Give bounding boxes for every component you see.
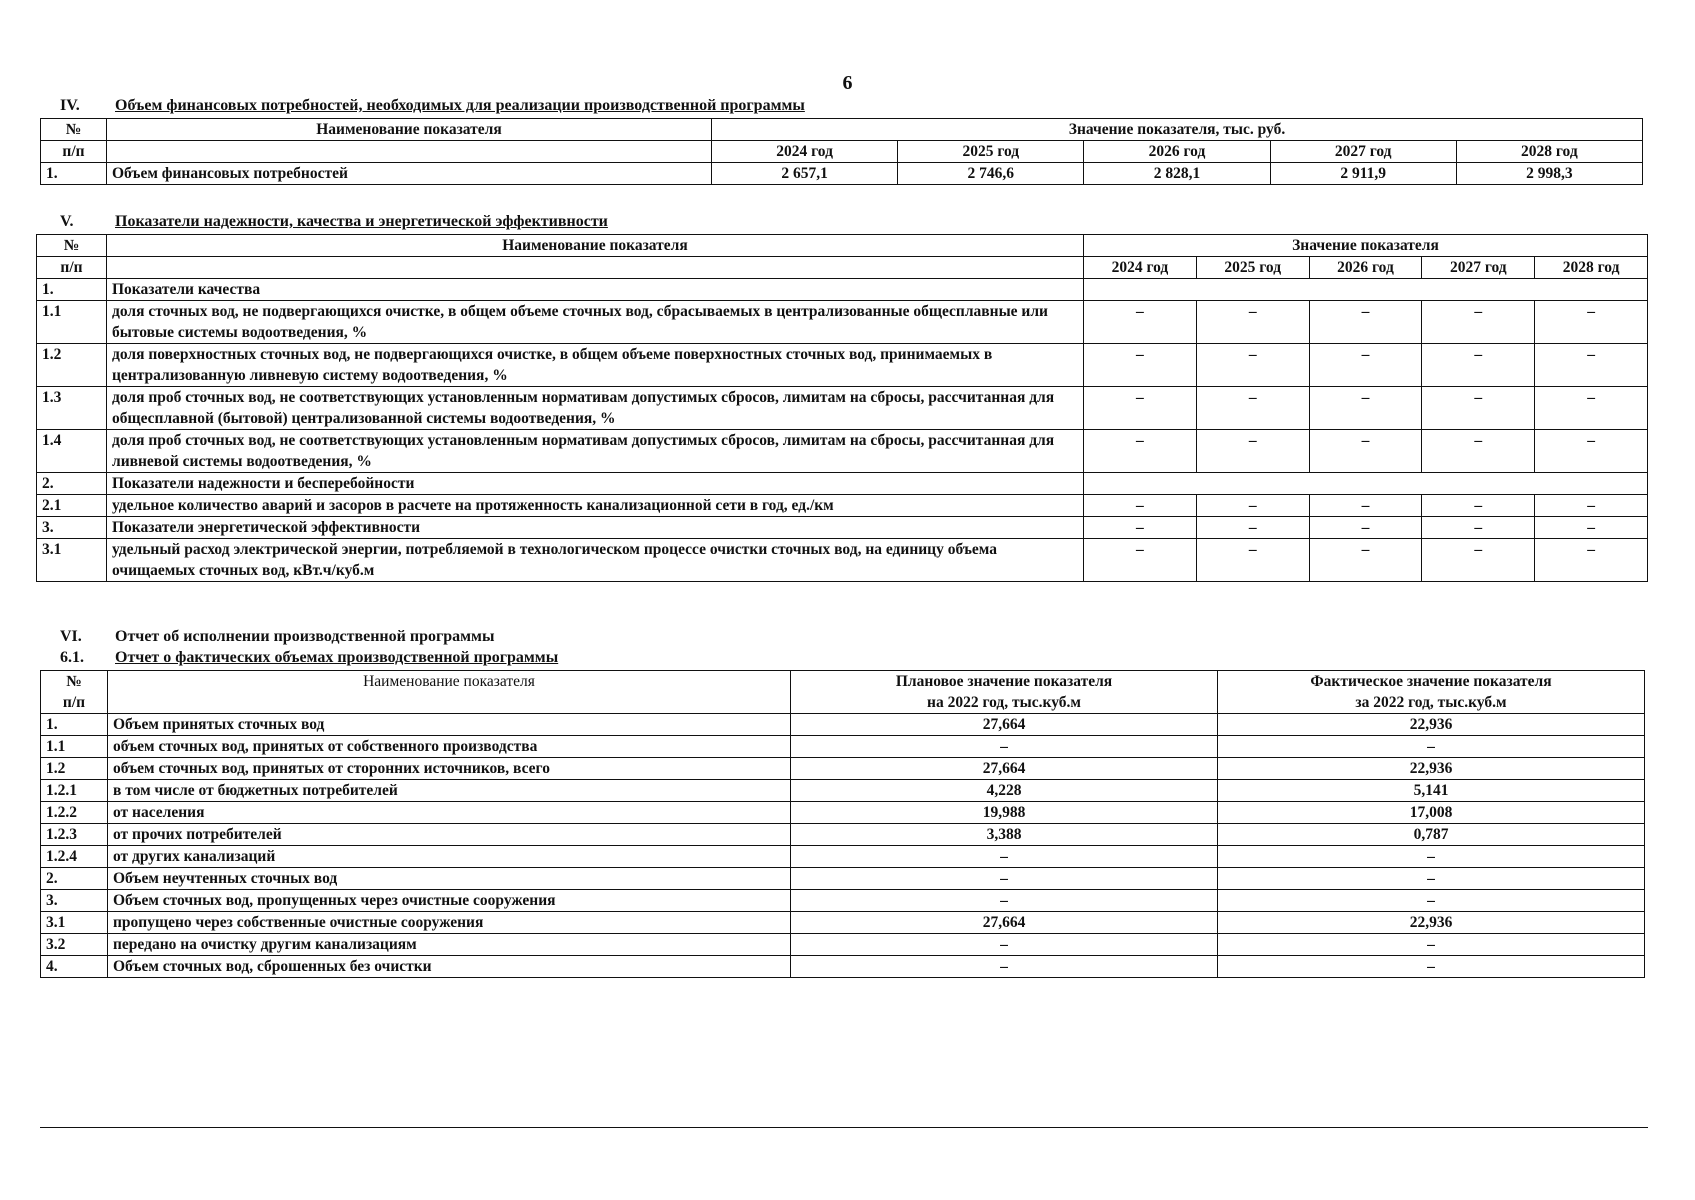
table-header-row <box>41 119 1643 141</box>
row-num: 2. <box>37 473 107 495</box>
row-num: 1.3 <box>37 387 107 430</box>
row-plan-value: 27,664 <box>791 714 1218 736</box>
row-value: – <box>1084 517 1197 539</box>
section-4-title <box>60 97 805 115</box>
row-value: – <box>1422 344 1535 387</box>
row-value: – <box>1196 539 1309 582</box>
financial-needs-table <box>40 118 1643 185</box>
header-name: Наименование показателя <box>107 119 712 141</box>
group-row <box>37 279 1648 301</box>
header-spacer <box>107 141 712 163</box>
row-fact-value: – <box>1218 956 1645 978</box>
row-num: 2. <box>41 868 108 890</box>
row-plan-value: 27,664 <box>791 758 1218 780</box>
table-row <box>41 934 1645 956</box>
row-name: объем сточных вод, принятых от собственного производства <box>108 736 791 758</box>
row-num: 3. <box>37 517 107 539</box>
section-5-title <box>60 213 608 231</box>
table-row <box>37 387 1648 430</box>
row-value: – <box>1309 517 1422 539</box>
row-num: 1. <box>41 163 107 185</box>
header-fact-line-1: Фактическое значение показателя <box>1310 673 1552 690</box>
row-plan-value: 19,988 <box>791 802 1218 824</box>
row-value: – <box>1084 387 1197 430</box>
year-header: 2025 год <box>898 141 1084 163</box>
row-value: – <box>1422 539 1535 582</box>
row-value: – <box>1309 344 1422 387</box>
section-5-heading: Показатели надежности, качества и энергетической эффективности <box>115 213 608 230</box>
section-6-heading: Отчет об исполнении производственной программы <box>115 628 495 645</box>
year-header: 2028 год <box>1456 141 1642 163</box>
section-6-title <box>60 628 494 646</box>
row-fact-value: 22,936 <box>1218 912 1645 934</box>
row-name: передано на очистку другим канализациям <box>108 934 791 956</box>
row-name: от населения <box>108 802 791 824</box>
row-num: 1.2.3 <box>41 824 108 846</box>
table-row <box>37 430 1648 473</box>
table-row <box>41 163 1643 185</box>
row-value: – <box>1422 517 1535 539</box>
row-value: – <box>1422 430 1535 473</box>
row-value: – <box>1196 517 1309 539</box>
header-num: № <box>37 235 107 257</box>
row-num: 1.2 <box>41 758 108 780</box>
table-row <box>41 780 1645 802</box>
header-fact <box>1218 671 1645 714</box>
group-row-spacer <box>1084 279 1648 301</box>
row-num: 1. <box>41 714 108 736</box>
table-row <box>41 824 1645 846</box>
row-value: – <box>1196 495 1309 517</box>
year-header: 2026 год <box>1309 257 1422 279</box>
row-value: – <box>1535 344 1648 387</box>
reliability-quality-table <box>36 234 1648 582</box>
row-value: – <box>1535 387 1648 430</box>
row-name: Объем сточных вод, сброшенных без очистки <box>108 956 791 978</box>
page-number: 6 <box>842 72 853 94</box>
row-fact-value: 22,936 <box>1218 758 1645 780</box>
section-6-number: VI. <box>60 628 82 645</box>
row-fact-value: – <box>1218 934 1645 956</box>
row-num: 3. <box>41 890 108 912</box>
row-num: 3.1 <box>41 912 108 934</box>
row-name: Показатели энергетической эффективности <box>107 517 1084 539</box>
year-header: 2024 год <box>712 141 898 163</box>
actual-volumes-table-body <box>41 714 1645 978</box>
row-value: – <box>1084 301 1197 344</box>
actual-volumes-table <box>40 670 1645 978</box>
row-plan-value: 3,388 <box>791 824 1218 846</box>
header-name: Наименование показателя <box>107 235 1084 257</box>
table-row <box>41 714 1645 736</box>
row-value: – <box>1196 387 1309 430</box>
table-header-row <box>41 671 1645 714</box>
row-name: доля поверхностных сточных вод, не подвергающихся очистке, в общем объеме поверхностных сточных вод, принимаемых в централизованную ливневую систему водоотведения, % <box>107 344 1084 387</box>
table-header-row <box>41 141 1643 163</box>
row-name: от других канализаций <box>108 846 791 868</box>
table-row <box>37 301 1648 344</box>
row-value: 2 998,3 <box>1456 163 1642 185</box>
table-row <box>41 846 1645 868</box>
table-row <box>37 495 1648 517</box>
header-name: Наименование показателя <box>108 671 791 714</box>
header-plan-line-2: на 2022 год, тыс.куб.м <box>927 694 1081 711</box>
row-num: 2.1 <box>37 495 107 517</box>
row-name: доля проб сточных вод, не соответствующих установленным нормативам допустимых сбросов, лимитам на сбросы, рассчитанная для общесплавной (бытовой) централизованной системы водоотведения, % <box>107 387 1084 430</box>
section-6-1-title <box>60 649 558 667</box>
row-fact-value: – <box>1218 868 1645 890</box>
row-name: в том числе от бюджетных потребителей <box>108 780 791 802</box>
row-value: 2 746,6 <box>898 163 1084 185</box>
header-plan <box>791 671 1218 714</box>
header-value: Значение показателя <box>1084 235 1648 257</box>
row-value: – <box>1422 495 1535 517</box>
table-header-row <box>37 235 1648 257</box>
row-value: – <box>1196 301 1309 344</box>
header-spacer <box>107 257 1084 279</box>
row-value: 2 657,1 <box>712 163 898 185</box>
row-value: 2 911,9 <box>1270 163 1456 185</box>
section-6-1-number: 6.1. <box>60 649 84 666</box>
row-fact-value: 5,141 <box>1218 780 1645 802</box>
row-num: 1. <box>37 279 107 301</box>
row-plan-value: – <box>791 846 1218 868</box>
row-num: 1.2 <box>37 344 107 387</box>
year-header: 2025 год <box>1196 257 1309 279</box>
section-5-number: V. <box>60 213 74 230</box>
row-plan-value: – <box>791 868 1218 890</box>
row-value: – <box>1309 495 1422 517</box>
row-name: пропущено через собственные очистные сооружения <box>108 912 791 934</box>
header-num: № <box>41 119 107 141</box>
row-value: – <box>1196 430 1309 473</box>
header-num-2: п/п <box>41 141 107 163</box>
row-plan-value: – <box>791 736 1218 758</box>
row-fact-value: 0,787 <box>1218 824 1645 846</box>
row-value: – <box>1084 344 1197 387</box>
header-num-line-1: № <box>66 673 82 690</box>
header-num <box>41 671 108 714</box>
row-fact-value: – <box>1218 736 1645 758</box>
row-name: Объем неучтенных сточных вод <box>108 868 791 890</box>
row-plan-value: 4,228 <box>791 780 1218 802</box>
row-name: Объем финансовых потребностей <box>107 163 712 185</box>
row-plan-value: – <box>791 934 1218 956</box>
row-value: – <box>1535 517 1648 539</box>
row-value: – <box>1084 539 1197 582</box>
row-fact-value: 22,936 <box>1218 714 1645 736</box>
row-value: – <box>1422 301 1535 344</box>
year-header: 2027 год <box>1422 257 1535 279</box>
row-value: – <box>1309 539 1422 582</box>
row-num: 1.1 <box>37 301 107 344</box>
row-name: Объем сточных вод, пропущенных через очистные сооружения <box>108 890 791 912</box>
row-num: 4. <box>41 956 108 978</box>
row-num: 3.1 <box>37 539 107 582</box>
table-row <box>37 344 1648 387</box>
row-fact-value: – <box>1218 846 1645 868</box>
footer-divider <box>40 1127 1648 1128</box>
row-fact-value: – <box>1218 890 1645 912</box>
row-value: – <box>1309 430 1422 473</box>
table-row <box>37 539 1648 582</box>
row-value: – <box>1535 539 1648 582</box>
row-num: 1.2.4 <box>41 846 108 868</box>
year-header: 2027 год <box>1270 141 1456 163</box>
table-row <box>41 758 1645 780</box>
table-row <box>41 802 1645 824</box>
row-value: – <box>1309 301 1422 344</box>
table-row <box>41 868 1645 890</box>
group-row-spacer <box>1084 473 1648 495</box>
year-header: 2028 год <box>1535 257 1648 279</box>
row-plan-value: – <box>791 890 1218 912</box>
row-num: 3.2 <box>41 934 108 956</box>
row-num: 1.4 <box>37 430 107 473</box>
header-fact-line-2: за 2022 год, тыс.куб.м <box>1355 694 1507 711</box>
row-name: от прочих потребителей <box>108 824 791 846</box>
header-value: Значение показателя, тыс. руб. <box>712 119 1643 141</box>
row-name: доля сточных вод, не подвергающихся очистке, в общем объеме сточных вод, сбрасываемых в централизованные общесплавные или бытовые системы водоотведения, % <box>107 301 1084 344</box>
row-num: 1.2.2 <box>41 802 108 824</box>
table-row <box>41 736 1645 758</box>
table-row <box>41 890 1645 912</box>
row-value: – <box>1535 495 1648 517</box>
row-name: объем сточных вод, принятых от сторонних источников, всего <box>108 758 791 780</box>
header-plan-line-1: Плановое значение показателя <box>895 673 1113 690</box>
row-name: удельный расход электрической энергии, потребляемой в технологическом процессе очистки сточных вод, на единицу объема очищаемых сточных вод, кВт.ч/куб.м <box>107 539 1084 582</box>
table-row <box>41 956 1645 978</box>
row-value: – <box>1535 430 1648 473</box>
row-value: – <box>1084 430 1197 473</box>
table-row <box>41 912 1645 934</box>
row-value: – <box>1535 301 1648 344</box>
row-num: 1.1 <box>41 736 108 758</box>
section-6-1-heading: Отчет о фактических объемах производственной программы <box>115 649 559 666</box>
year-header: 2026 год <box>1084 141 1270 163</box>
row-plan-value: 27,664 <box>791 912 1218 934</box>
row-value: – <box>1309 387 1422 430</box>
row-num: 1.2.1 <box>41 780 108 802</box>
row-name: доля проб сточных вод, не соответствующих установленным нормативам допустимых сбросов, лимитам на сбросы, рассчитанная для ливневой системы водоотведения, % <box>107 430 1084 473</box>
row-value: – <box>1196 344 1309 387</box>
table-header-row <box>37 257 1648 279</box>
header-num-2: п/п <box>37 257 107 279</box>
row-name: Показатели качества <box>107 279 1084 301</box>
section-4-number: IV. <box>60 97 80 114</box>
reliability-table-body <box>37 279 1648 582</box>
row-value: 2 828,1 <box>1084 163 1270 185</box>
row-value: – <box>1084 495 1197 517</box>
row-name: удельное количество аварий и засоров в расчете на протяженность канализационной сети в год, ед./км <box>107 495 1084 517</box>
row-name: Объем принятых сточных вод <box>108 714 791 736</box>
table-row <box>37 517 1648 539</box>
group-row <box>37 473 1648 495</box>
row-value: – <box>1422 387 1535 430</box>
section-4-heading: Объем финансовых потребностей, необходимых для реализации производственной программы <box>115 97 805 114</box>
row-fact-value: 17,008 <box>1218 802 1645 824</box>
row-name: Показатели надежности и бесперебойности <box>107 473 1084 495</box>
row-plan-value: – <box>791 956 1218 978</box>
header-num-line-2: п/п <box>62 694 86 711</box>
year-header: 2024 год <box>1084 257 1197 279</box>
